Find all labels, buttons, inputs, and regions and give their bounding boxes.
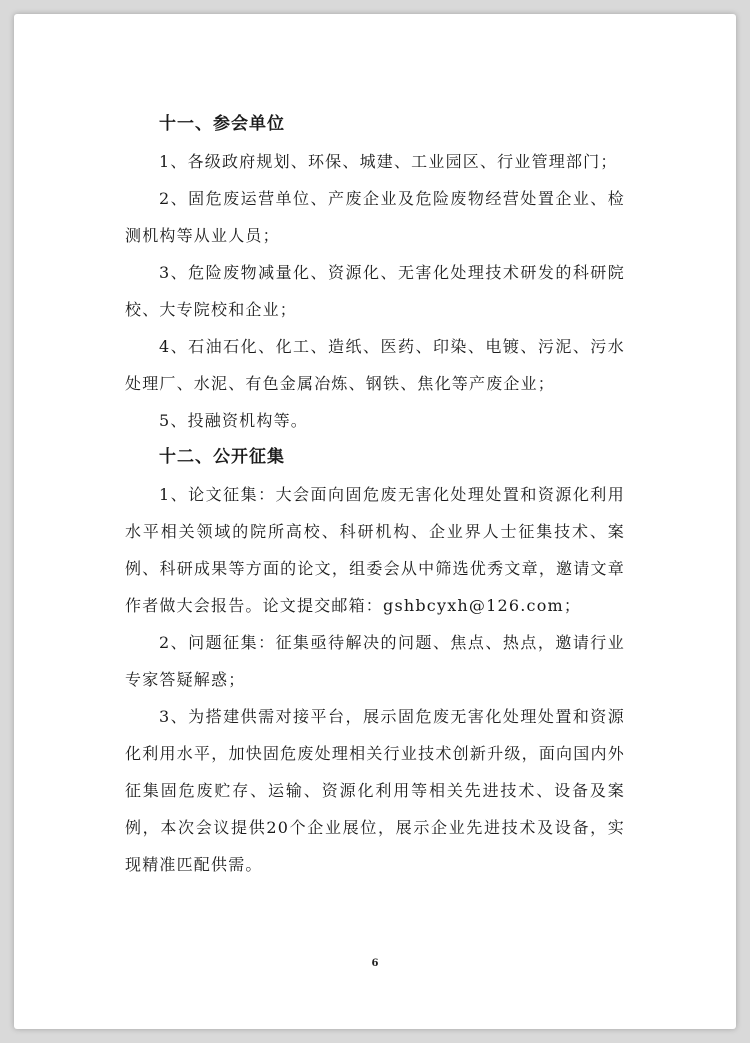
paragraph: 4、石油石化、化工、造纸、医药、印染、电镀、污泥、污水处理厂、水泥、有色金属冶炼、钢铁、焦化等产废企业； <box>125 337 625 393</box>
paragraph: 2、固危废运营单位、产废企业及危险废物经营处置企业、检测机构等从业人员； <box>125 189 625 245</box>
section-heading-open-call: 十二、公开征集 <box>159 447 285 467</box>
paragraph: 3、为搭建供需对接平台，展示固危废无害化处理处置和资源化利用水平，加快固危废处理相关行业技术创新升级，面向国内外征集固危废贮存、运输、资源化利用等相关先进技术、设备及案例，本次会议提供20个企业展位，展示企业先进技术及设备，实现精准匹配供需。 <box>125 707 625 874</box>
paragraph: 3、危险废物减量化、资源化、无害化处理技术研发的科研院校、大专院校和企业； <box>125 263 625 319</box>
page-content <box>125 106 625 883</box>
document-page <box>14 14 736 1029</box>
paragraph: 1、各级政府规划、环保、城建、工业园区、行业管理部门； <box>159 152 618 171</box>
page-number: 6 <box>371 958 379 969</box>
paragraph: 1、论文征集：大会面向固危废无害化处理处置和资源化利用水平相关领域的院所高校、科研机构、企业界人士征集技术、案例、科研成果等方面的论文，组委会从中筛选优秀文章，邀请文章作者做大会报告。论文提交邮箱：gshbcyxh@126.com； <box>125 485 625 615</box>
section-heading-participants: 十一、参会单位 <box>159 114 285 134</box>
paragraph: 5、投融资机构等。 <box>159 411 308 430</box>
paragraph: 2、问题征集：征集亟待解决的问题、焦点、热点，邀请行业专家答疑解惑； <box>125 633 625 689</box>
